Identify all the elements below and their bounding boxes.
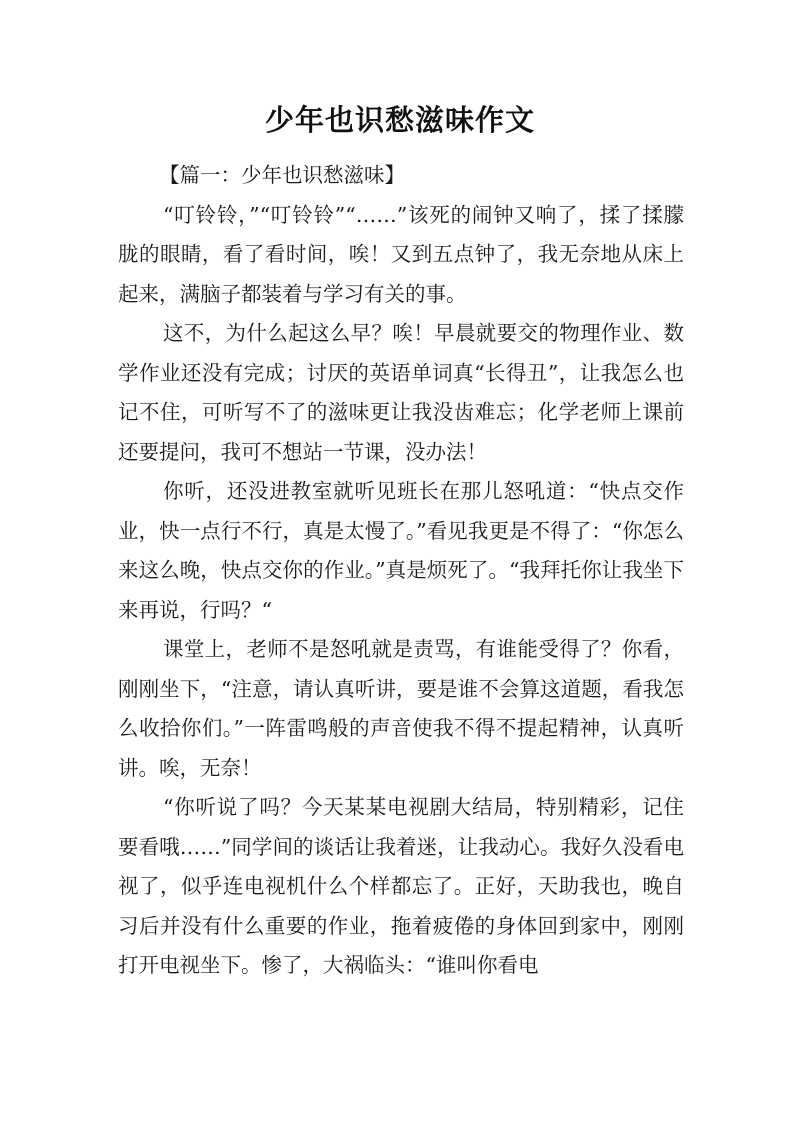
- paragraph: 课堂上，老师不是怒吼就是责骂，有谁能受得了？你看，刚刚坐下，“注意，请认真听讲，要是谁不会算这道题，看我怎么收拾你们。”一阵雷鸣般的声音使我不得不提起精神，认真听讲。唉，无奈！: [118, 637, 684, 780]
- paragraph: 你听，还没进教室就听见班长在那儿怒吼道：“快点交作业，快一点行不行，真是太慢了。”看见我更是不得了：“你怎么来这么晚，快点交你的作业。”真是烦死了。“我拜托你让我坐下来再说，行吗？“: [118, 479, 684, 622]
- paragraph: “叮铃铃，”“叮铃铃”“……”该死的闹钟又响了，揉了揉朦胧的眼睛，看了看时间，唉！又到五点钟了，我无奈地从床上起来，满脑子都装着与学习有关的事。: [118, 202, 684, 306]
- document-body: [118, 156, 684, 986]
- section-heading: 【篇一：少年也识愁滋味】: [159, 163, 405, 187]
- paragraph: “你听说了吗？今天某某电视剧大结局，特别精彩，记住要看哦……”同学间的谈话让我着迷，让我动心。我好久没看电视了，似乎连电视机什么个样都忘了。正好，天助我也，晚自习后并没有什么重要的作业，拖着疲倦的身体回到家中，刚刚打开电视坐下。惨了，大祸临头：“谁叫你看电: [118, 795, 684, 977]
- document-title: 少年也识愁滋味作文: [264, 103, 535, 137]
- paragraph: 这不，为什么起这么早？唉！早晨就要交的物理作业、数学作业还没有完成；讨厌的英语单词真“长得丑”，让我怎么也记不住，可听写不了的滋味更让我没齿难忘；化学老师上课前还要提问，我可不想站一节课，没办法！: [118, 321, 684, 464]
